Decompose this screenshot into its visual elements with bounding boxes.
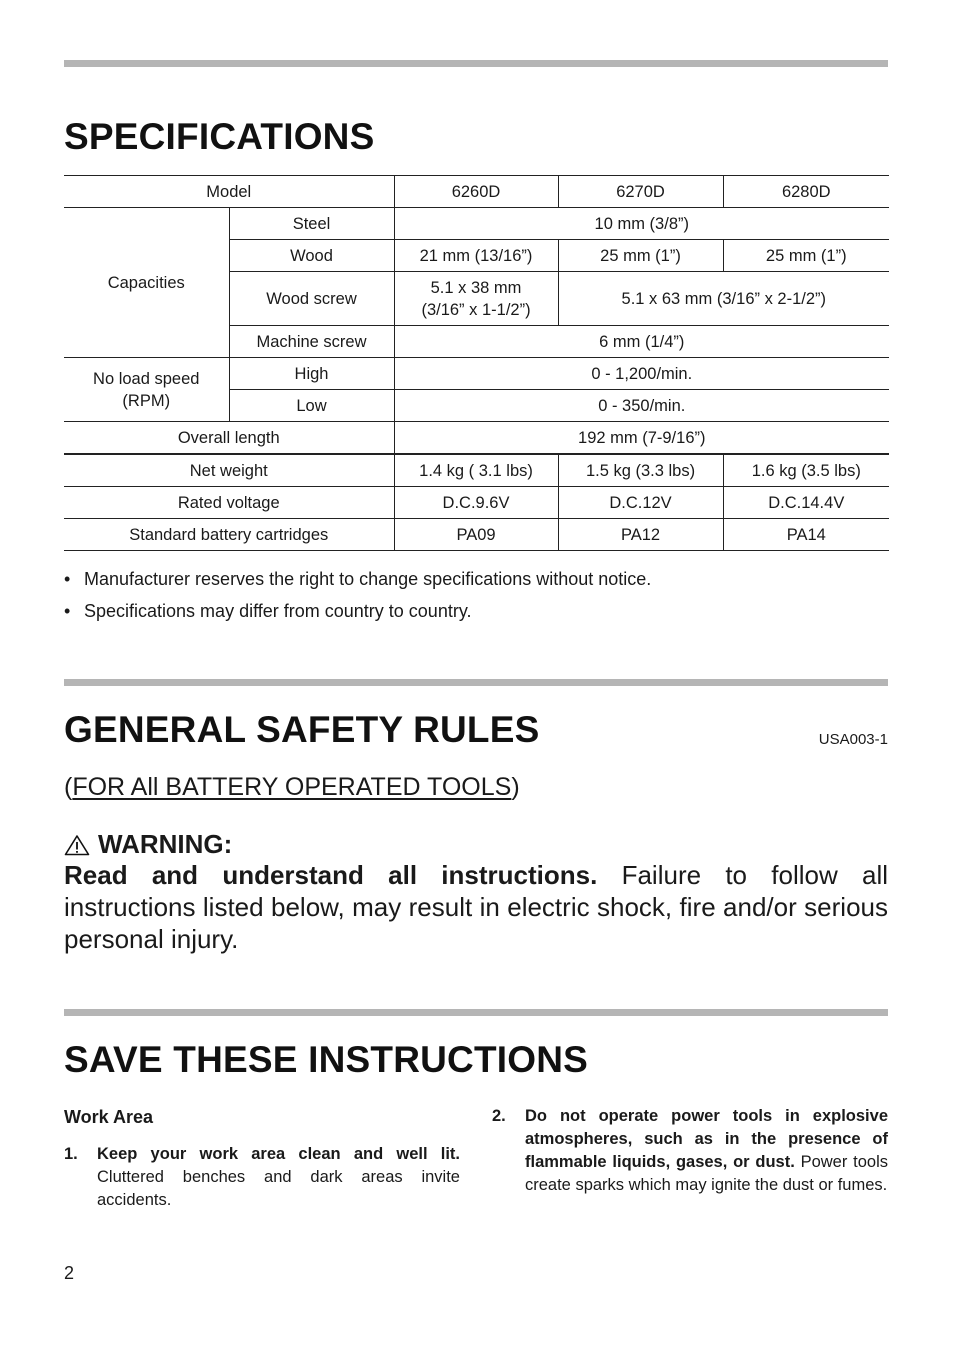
wood-value-6280d: 25 mm (1”) (723, 240, 889, 272)
rated-voltage-6280d: D.C.14.4V (723, 487, 889, 519)
list-item: • Specifications may differ from country to country. (64, 598, 651, 630)
save-instructions-title: SAVE THESE INSTRUCTIONS (64, 1039, 589, 1080)
table-row (64, 422, 889, 455)
low-label: Low (229, 390, 394, 422)
model-6260d: 6260D (394, 176, 558, 208)
subtitle-open-paren: ( (64, 773, 73, 801)
specification-notes (64, 566, 651, 630)
model-6280d: 6280D (723, 176, 889, 208)
battery-6270d: PA12 (558, 519, 723, 551)
wood-screw-value-6260d: 5.1 x 38 mm (3/16” x 1-1/2”) (394, 272, 558, 326)
capacities-label: Capacities (64, 208, 229, 358)
section-rule (64, 1009, 888, 1016)
page-number: 2 (64, 1263, 75, 1283)
wood-value-6260d: 21 mm (13/16”) (394, 240, 558, 272)
rated-voltage-label: Rated voltage (64, 487, 394, 519)
battery-6260d: PA09 (394, 519, 558, 551)
list-item: • Manufacturer reserves the right to change specifications without notice. (64, 566, 651, 598)
rated-voltage-6270d: D.C.12V (558, 487, 723, 519)
specifications-table (64, 175, 889, 551)
list-item (64, 1143, 460, 1212)
item-bold-text: Keep your work area clean and well lit. (97, 1145, 460, 1163)
item-bold-text: Do not operate power tools in explosive atmospheres, such as in the presence of flammable liquids, gases, or dust. (525, 1107, 888, 1171)
net-weight-6270d: 1.5 kg (3.3 lbs) (558, 454, 723, 487)
table-row (64, 519, 889, 551)
item-text: Cluttered benches and dark areas invite accidents. (97, 1168, 460, 1209)
wood-value-6270d: 25 mm (1”) (558, 240, 723, 272)
table-row (64, 454, 889, 487)
work-area-heading: Work Area (64, 1107, 154, 1127)
machine-screw-label: Machine screw (229, 326, 394, 358)
table-row (64, 358, 889, 390)
left-column (64, 1105, 460, 1212)
warning-paragraph (64, 859, 888, 955)
section-rule (64, 679, 888, 686)
steel-label: Steel (229, 208, 394, 240)
overall-length-label: Overall length (64, 422, 394, 455)
net-weight-label: Net weight (64, 454, 394, 487)
high-label: High (229, 358, 394, 390)
model-label: Model (64, 176, 394, 208)
overall-length-value: 192 mm (7-9/16”) (394, 422, 889, 455)
wood-screw-label: Wood screw (229, 272, 394, 326)
warning-body-text: Failure to follow all instructions listed below, may result in electric shock, fire and/or serious personal injury. (64, 860, 888, 954)
list-item (492, 1105, 888, 1197)
rated-voltage-6260d: D.C.9.6V (394, 487, 558, 519)
subtitle-underlined-text: FOR All BATTERY OPERATED TOOLS (72, 773, 512, 801)
item-number: 1. (64, 1145, 78, 1163)
table-row (64, 208, 889, 240)
right-column (492, 1105, 888, 1197)
net-weight-6280d: 1.6 kg (3.5 lbs) (723, 454, 889, 487)
wood-label: Wood (229, 240, 394, 272)
machine-screw-value: 6 mm (1/4”) (394, 326, 889, 358)
warning-label: WARNING: (98, 829, 233, 859)
table-row (64, 176, 889, 208)
high-value: 0 - 1,200/min. (394, 358, 889, 390)
warning-heading (64, 829, 232, 860)
document-code: USA003-1 (818, 731, 888, 748)
top-rule (64, 60, 888, 67)
model-6270d: 6270D (558, 176, 723, 208)
item-body (97, 1143, 460, 1212)
battery-6280d: PA14 (723, 519, 889, 551)
warning-bold-text: Read and understand all instructions. (64, 860, 598, 890)
general-safety-title: GENERAL SAFETY RULES (64, 709, 540, 750)
battery-label: Standard battery cartridges (64, 519, 394, 551)
net-weight-6260d: 1.4 kg ( 3.1 lbs) (394, 454, 558, 487)
low-value: 0 - 350/min. (394, 390, 889, 422)
no-load-speed-label: No load speed (RPM) (64, 358, 229, 422)
specifications-title: SPECIFICATIONS (64, 116, 375, 157)
steel-value: 10 mm (3/8”) (394, 208, 889, 240)
item-body (525, 1105, 888, 1197)
wood-screw-value-6270d-6280d: 5.1 x 63 mm (3/16” x 2-1/2”) (558, 272, 889, 326)
warning-triangle-icon (64, 834, 90, 856)
table-row (64, 487, 889, 519)
subtitle-close-paren: ) (511, 773, 520, 801)
item-number: 2. (492, 1107, 506, 1125)
safety-subtitle (64, 773, 520, 802)
item-text: Power tools create sparks which may ignite the dust or fumes. (525, 1153, 888, 1194)
